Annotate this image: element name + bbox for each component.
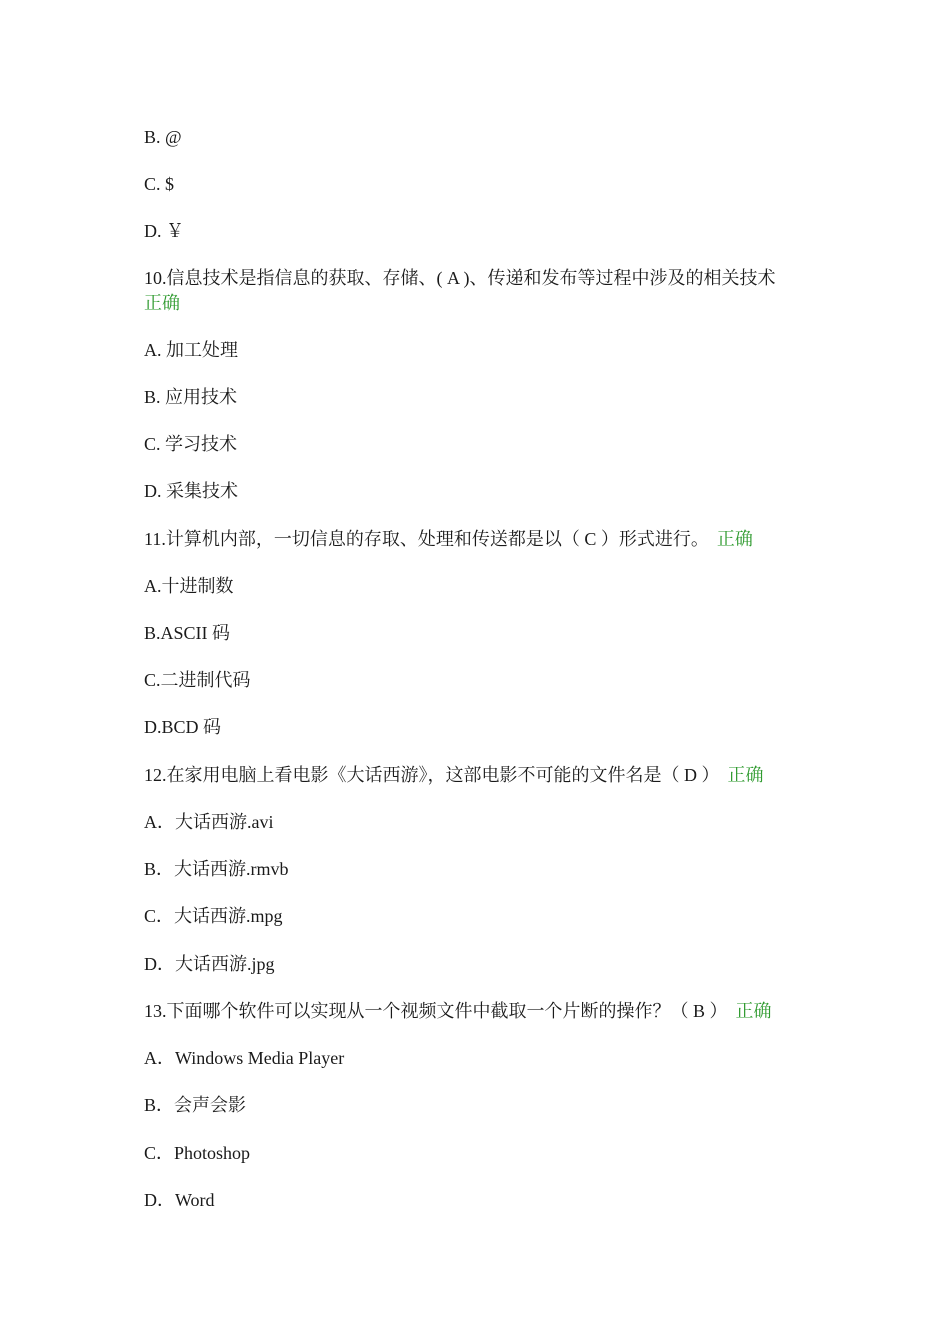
q13-option-a: A．Windows Media Player (144, 1048, 345, 1068)
q13-option-c: C．Photoshop (144, 1143, 251, 1163)
q13-question-text: 13.下面哪个软件可以实现从一个视频文件中截取一个片断的操作？（ B ） (144, 1001, 728, 1021)
q10-option-a: A. 加工处理 (144, 340, 238, 360)
q13-option-d: D．Word (144, 1190, 215, 1210)
q11-option-a: A.十进制数 (144, 576, 234, 596)
q11-option-b: B.ASCII 码 (144, 623, 231, 643)
q10-option-d: D. 采集技术 (144, 481, 238, 501)
q11-option-c: C.二进制代码 (144, 670, 251, 690)
q12-option-a: A．大话西游.avi (144, 812, 274, 832)
q12-option-b: B．大话西游.rmvb (144, 859, 289, 879)
q10-option-c: C. 学习技术 (144, 434, 238, 454)
q11-result-label: 正确 (716, 529, 753, 549)
q12-question-text: 12.在家用电脑上看电影《大话西游》，这部电影不可能的文件名是（ D ） (144, 765, 720, 785)
q9-option-c: C. $ (144, 174, 175, 194)
q13-result-label: 正确 (735, 1001, 772, 1021)
q13-question (144, 999, 772, 1023)
q10-option-b: B. 应用技术 (144, 387, 238, 407)
q11-option-d: D.BCD 码 (144, 717, 222, 737)
q9-option-b: B. @ (144, 127, 182, 147)
q13-option-b: B．会声会影 (144, 1095, 247, 1115)
q10-question-text: 10.信息技术是指信息的获取、存储、( A )、传递和发布等过程中涉及的相关技术 (144, 268, 776, 288)
q12-option-d: D．大话西游.jpg (144, 954, 275, 974)
q11-question-text: 11.计算机内部，一切信息的存取、处理和传送都是以（ C ）形式进行。 (144, 529, 709, 549)
q11-question (144, 527, 753, 551)
q12-question (144, 763, 764, 787)
q9-option-d: D. ￥ (144, 221, 184, 241)
q12-option-c: C．大话西游.mpg (144, 906, 283, 926)
q12-result-label: 正确 (727, 765, 764, 785)
q10-result-label: 正确 (144, 293, 180, 313)
